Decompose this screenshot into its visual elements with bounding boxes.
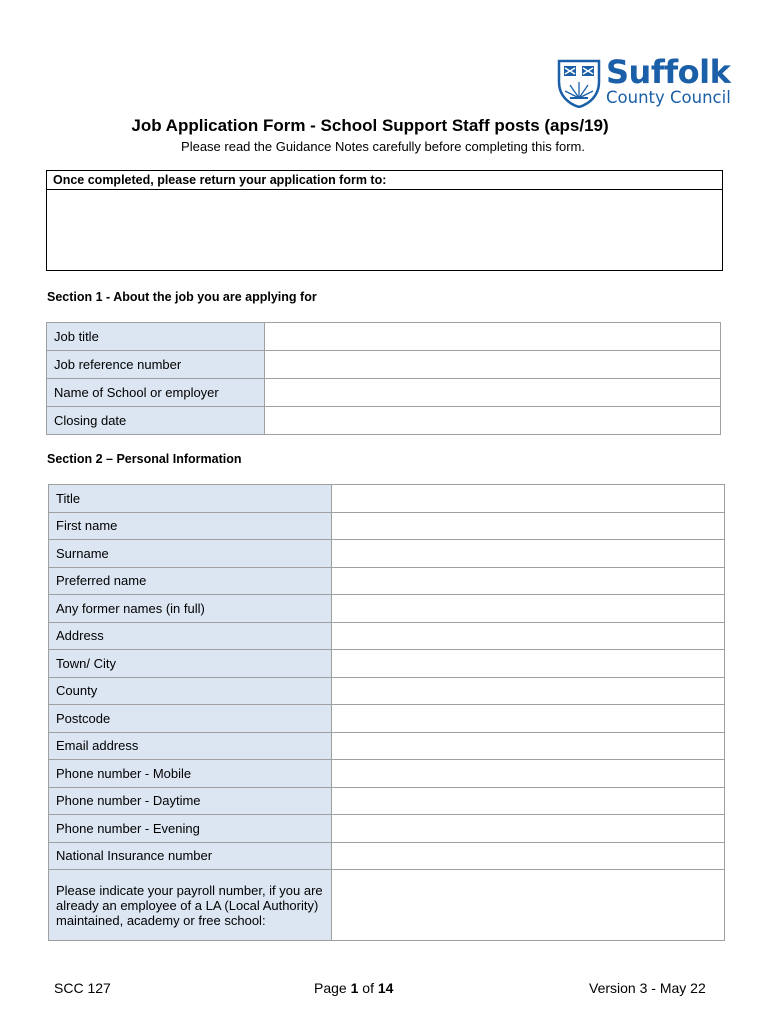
field-label: Please indicate your payroll number, if you are already an employee of a LA (Local Authority) maintained, academy or free school:: [49, 870, 332, 941]
table-row: [49, 870, 725, 941]
first-name-field[interactable]: [332, 512, 725, 540]
former-names-field[interactable]: [332, 595, 725, 623]
town-city-field[interactable]: [332, 650, 725, 678]
employer-name-field[interactable]: [265, 379, 721, 407]
footer-form-code: SCC 127: [54, 980, 111, 996]
table-row: [47, 351, 721, 379]
section-2-table: [48, 484, 725, 941]
page-current: 1: [350, 980, 359, 996]
closing-date-field[interactable]: [265, 407, 721, 435]
table-row: [49, 485, 725, 513]
email-field[interactable]: [332, 732, 725, 760]
phone-evening-field[interactable]: [332, 815, 725, 843]
field-label: Any former names (in full): [49, 595, 332, 623]
surname-field[interactable]: [332, 540, 725, 568]
page-of: of: [362, 980, 374, 996]
field-label: County: [49, 677, 332, 705]
field-label: Town/ City: [49, 650, 332, 678]
section-2-heading: Section 2 – Personal Information: [47, 452, 242, 466]
footer-page-number: [314, 980, 393, 996]
field-label: Postcode: [49, 705, 332, 733]
table-row: [47, 323, 721, 351]
field-label: Phone number - Evening: [49, 815, 332, 843]
crest-icon: [556, 58, 602, 108]
field-label: Closing date: [47, 407, 265, 435]
section-1-heading: Section 1 - About the job you are applying for: [47, 290, 317, 304]
payroll-number-field[interactable]: [332, 870, 725, 941]
return-address-box: [46, 170, 723, 271]
suffolk-county-council-logo: [556, 53, 742, 108]
return-address-heading: Once completed, please return your application form to:: [47, 171, 722, 190]
logo-subname: County Council: [606, 88, 731, 107]
table-row: [49, 595, 725, 623]
phone-daytime-field[interactable]: [332, 787, 725, 815]
page-prefix: Page: [314, 980, 347, 996]
table-row: [49, 622, 725, 650]
field-label: Job title: [47, 323, 265, 351]
field-label: Surname: [49, 540, 332, 568]
field-label: Email address: [49, 732, 332, 760]
table-row: [49, 732, 725, 760]
postcode-field[interactable]: [332, 705, 725, 733]
table-row: [49, 650, 725, 678]
footer-version: Version 3 - May 22: [589, 980, 706, 996]
field-label: Job reference number: [47, 351, 265, 379]
field-label: Preferred name: [49, 567, 332, 595]
field-label: Name of School or employer: [47, 379, 265, 407]
phone-mobile-field[interactable]: [332, 760, 725, 788]
table-row: [49, 677, 725, 705]
table-row: [49, 815, 725, 843]
table-row: [49, 512, 725, 540]
table-row: [49, 760, 725, 788]
national-insurance-field[interactable]: [332, 842, 725, 870]
return-address-field[interactable]: [47, 190, 722, 270]
field-label: Title: [49, 485, 332, 513]
page-subtitle: Please read the Guidance Notes carefully before completing this form.: [181, 139, 585, 154]
job-title-field[interactable]: [265, 323, 721, 351]
field-label: National Insurance number: [49, 842, 332, 870]
table-row: [49, 842, 725, 870]
page-title: Job Application Form - School Support Staff posts (aps/19): [131, 116, 609, 135]
field-label: Address: [49, 622, 332, 650]
logo-name: Suffolk: [606, 53, 731, 91]
table-row: [49, 705, 725, 733]
table-row: [49, 787, 725, 815]
page-total: 14: [377, 980, 394, 996]
field-label: First name: [49, 512, 332, 540]
table-row: [47, 379, 721, 407]
title-field[interactable]: [332, 485, 725, 513]
table-row: [49, 567, 725, 595]
table-row: [47, 407, 721, 435]
address-field[interactable]: [332, 622, 725, 650]
preferred-name-field[interactable]: [332, 567, 725, 595]
job-reference-field[interactable]: [265, 351, 721, 379]
table-row: [49, 540, 725, 568]
field-label: Phone number - Mobile: [49, 760, 332, 788]
county-field[interactable]: [332, 677, 725, 705]
field-label: Phone number - Daytime: [49, 787, 332, 815]
section-1-table: [46, 322, 721, 435]
